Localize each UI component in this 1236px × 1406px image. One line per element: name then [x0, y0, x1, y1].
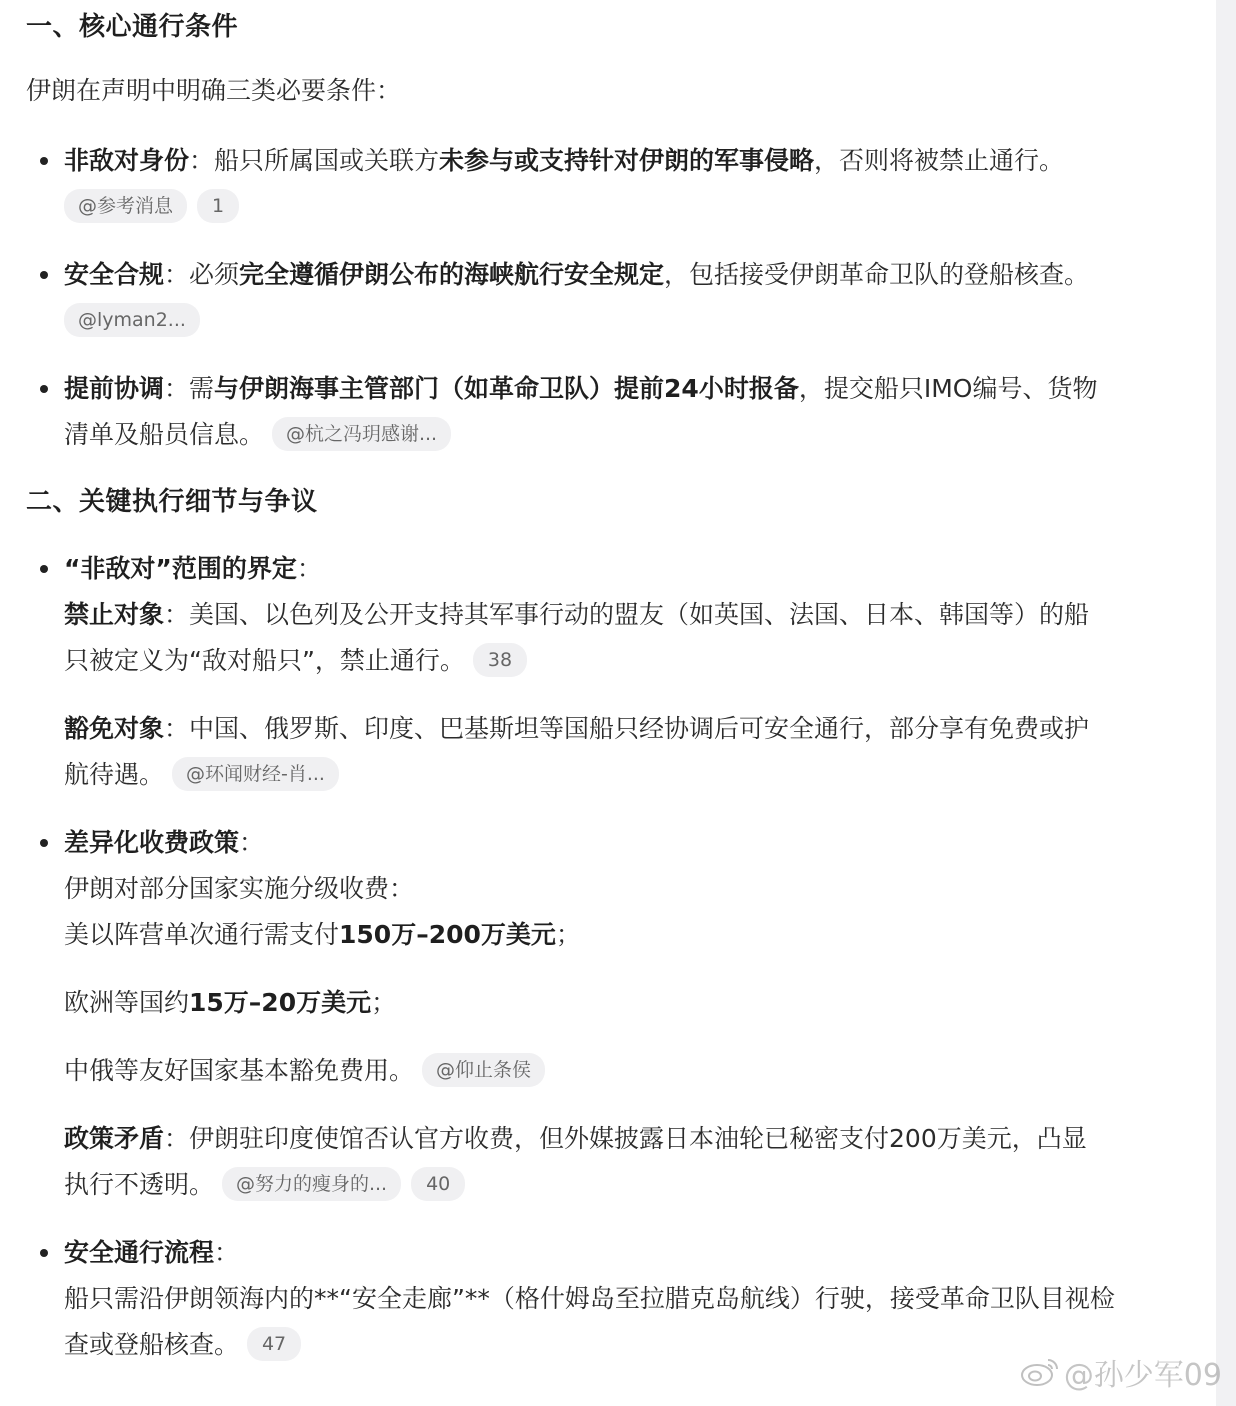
weibo-logo-icon — [1020, 1356, 1060, 1396]
citation-chip[interactable]: 47 — [247, 1327, 301, 1361]
scrollbar-track[interactable] — [1216, 0, 1236, 1406]
source-chip[interactable]: @仰止条侯 — [422, 1053, 545, 1087]
source-chip[interactable]: @参考消息 — [64, 189, 187, 223]
list-item-route: 安全通行流程： 船只需沿伊朗领海内的**“安全走廊”**（格什姆岛至拉腊克岛航线）行驶，接受革命卫队目视检 查或登船核查。 47 — [26, 1230, 1176, 1368]
core-conditions-list — [26, 138, 1176, 458]
section-heading-execution-details: 二、关键执行细节与争议 — [26, 487, 318, 517]
list-item-non-hostile: 非敌对身份：船只所属国或关联方未参与或支持针对伊朗的军事侵略，否则将被禁止通行。 @参考消息 1 — [26, 138, 1176, 230]
source-chip[interactable]: @努力的瘦身的... — [222, 1167, 401, 1201]
section-heading-core-conditions: 一、核心通行条件 — [26, 12, 239, 42]
weibo-logo-svg — [1020, 1356, 1060, 1388]
source-chip[interactable]: @lyman2... — [64, 303, 200, 337]
citation-chip[interactable]: 1 — [197, 189, 239, 223]
list-item-fees: 差异化收费政策： 伊朗对部分国家实施分级收费： 美以阵营单次通行需支付150万–200万美元； 欧洲等国约15万–20万美元； 中俄等友好国家基本豁免费用。 @仰止条侯 政策矛盾：伊朗驻印度使馆否认官方收费，但外媒披露日本油轮已秘密支付200万美元，凸显 执行不透明。 @努力的瘦身的... 40 — [26, 820, 1176, 1208]
execution-details-list — [26, 546, 1176, 1368]
watermark — [1020, 1350, 1222, 1397]
citation-chip[interactable]: 40 — [411, 1167, 465, 1201]
article-content — [26, 0, 1176, 1368]
source-chip[interactable]: @杭之冯玥感谢... — [272, 417, 451, 451]
source-chip[interactable]: @环闻财经-肖... — [172, 757, 339, 791]
watermark-text: @孙少军09 — [1063, 1357, 1222, 1393]
list-item-safety-compliance: 安全合规：必须完全遵循伊朗公布的海峡航行安全规定，包括接受伊朗革命卫队的登船核查。 @lyman2... — [26, 252, 1176, 344]
citation-chip[interactable]: 38 — [473, 643, 527, 677]
list-item-scope: “非敌对”范围的界定： 禁止对象：美国、以色列及公开支持其军事行动的盟友（如英国、法国、日本、韩国等）的船 只被定义为“敌对船只”，禁止通行。 38 豁免对象：中国、俄罗斯、印度、巴基斯坦等国船只经协调后可安全通行，部分享有免费或护 航待遇。 @环闻财经-肖... — [26, 546, 1176, 798]
section-intro: 伊朗在声明中明确三类必要条件： — [26, 76, 402, 105]
list-item-advance-coordination: 提前协调：需与伊朗海事主管部门（如革命卫队）提前24小时报备，提交船只IMO编号、货物 清单及船员信息。 @杭之冯玥感谢... — [26, 366, 1176, 458]
